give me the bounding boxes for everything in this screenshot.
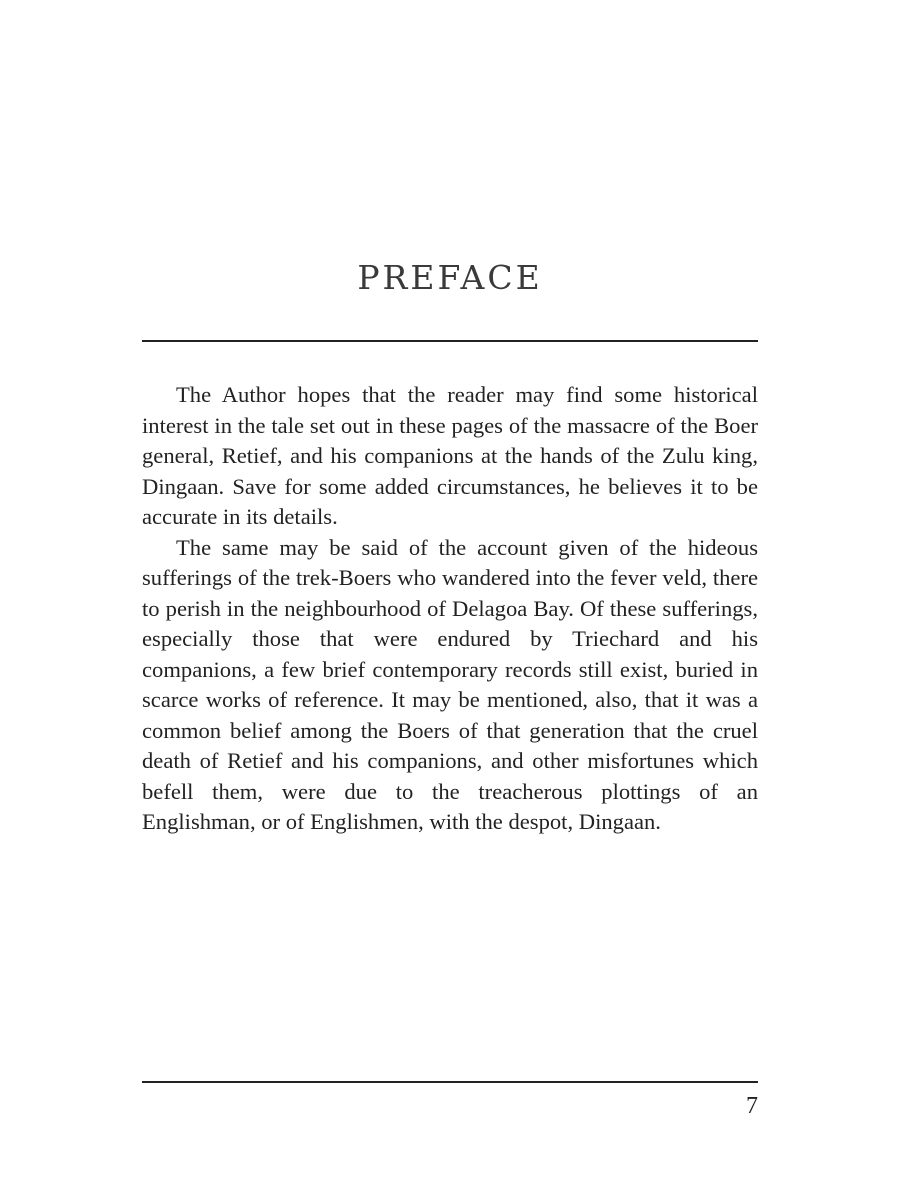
top-divider: [142, 340, 758, 342]
page-number: 7: [746, 1093, 758, 1119]
bottom-divider: [142, 1081, 758, 1083]
preface-body: [142, 380, 758, 838]
paragraph-2: The same may be said of the account given of the hideous sufferings of the trek-Boers who wandered into the fever veld, there to perish in the neighbourhood of Delagoa Bay. Of these sufferings, especially those that were endured by Triechard and his companions, a few brief contemporary records still exist, buried in scarce works of reference. It may be mentioned, also, that it was a common belief among the Boers of that generation that the cruel death of Retief and his companions, and other misfortunes which befell them, were due to the treacherous plottings of an Englishman, or of Englishmen, with the despot, Dingaan.: [142, 534, 758, 834]
paragraph-1: The Author hopes that the reader may find some historical interest in the tale set out in these pages of the massacre of the Boer general, Retief, and his companions at the hands of the Zulu king, Dingaan. Save for some added circumstances, he believes it to be accurate in its details.: [142, 382, 758, 529]
page-title: PREFACE: [357, 258, 543, 297]
